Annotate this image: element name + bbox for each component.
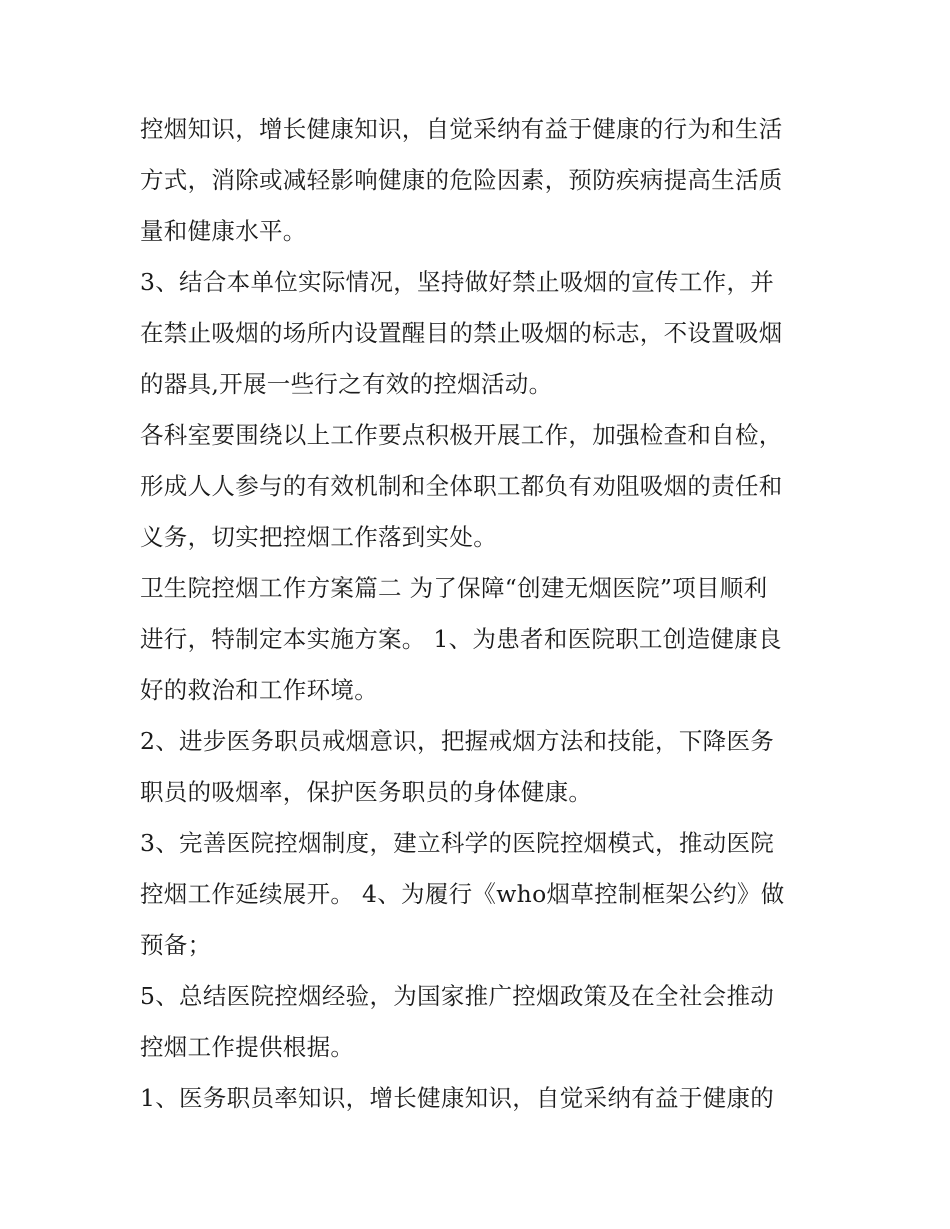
text-line: 进行，特制定本实施方案。 1、为患者和医院职工创造健康良 bbox=[140, 625, 782, 653]
text-line: 1、医务职员率知识，增长健康知识，自觉采纳有益于健康的 bbox=[140, 1084, 775, 1112]
text-line: 职员的吸烟率，保护医务职员的身体健康。 bbox=[140, 778, 593, 806]
document-body bbox=[140, 104, 815, 1124]
paragraph-item-1-staff bbox=[140, 1073, 815, 1124]
paragraph-item-3-publicity bbox=[140, 257, 815, 410]
paragraph-health-knowledge bbox=[140, 104, 815, 257]
text-line: 预备； bbox=[140, 931, 212, 959]
text-line: 卫生院控烟工作方案篇二 为了保障“创建无烟医院”项目顺利 bbox=[140, 574, 768, 602]
paragraph-departments bbox=[140, 410, 815, 563]
text-line: 控烟工作提供根据。 bbox=[140, 1033, 355, 1061]
text-line: 的器具,开展一些行之有效的控烟活动。 bbox=[140, 370, 553, 398]
text-line: 2、进步医务职员戒烟意识，把握戒烟方法和技能，下降医务 bbox=[140, 727, 775, 755]
text-line: 各科室要围绕以上工作要点积极开展工作，加强检查和自检， bbox=[140, 421, 783, 449]
text-line: 3、结合本单位实际情况，坚持做好禁止吸烟的宣传工作，并 bbox=[140, 268, 775, 296]
text-line: 好的救治和工作环境。 bbox=[140, 676, 378, 704]
text-line: 在禁止吸烟的场所内设置醒目的禁止吸烟的标志，不设置吸烟 bbox=[140, 319, 783, 347]
text-line: 控烟工作延续展开。 4、为履行《who烟草控制框架公约》做 bbox=[140, 880, 785, 908]
paragraph-item-5-summary bbox=[140, 971, 815, 1073]
text-line: 3、完善医院控烟制度，建立科学的医院控烟模式，推动医院 bbox=[140, 829, 775, 857]
text-line: 5、总结医院控烟经验，为国家推广控烟政策及在全社会推动 bbox=[140, 982, 775, 1010]
paragraph-item-3-system bbox=[140, 818, 815, 971]
paragraph-item-2-awareness bbox=[140, 716, 815, 818]
text-line: 形成人人参与的有效机制和全体职工都负有劝阻吸烟的责任和 bbox=[140, 472, 783, 500]
text-line: 量和健康水平。 bbox=[140, 217, 307, 245]
text-line: 义务，切实把控烟工作落到实处。 bbox=[140, 523, 497, 551]
text-line: 方式，消除或减轻影响健康的危险因素，预防疾病提高生活质 bbox=[140, 166, 783, 194]
paragraph-plan-two-intro bbox=[140, 563, 815, 716]
text-line: 控烟知识，增长健康知识，自觉采纳有益于健康的行为和生活 bbox=[140, 115, 783, 143]
